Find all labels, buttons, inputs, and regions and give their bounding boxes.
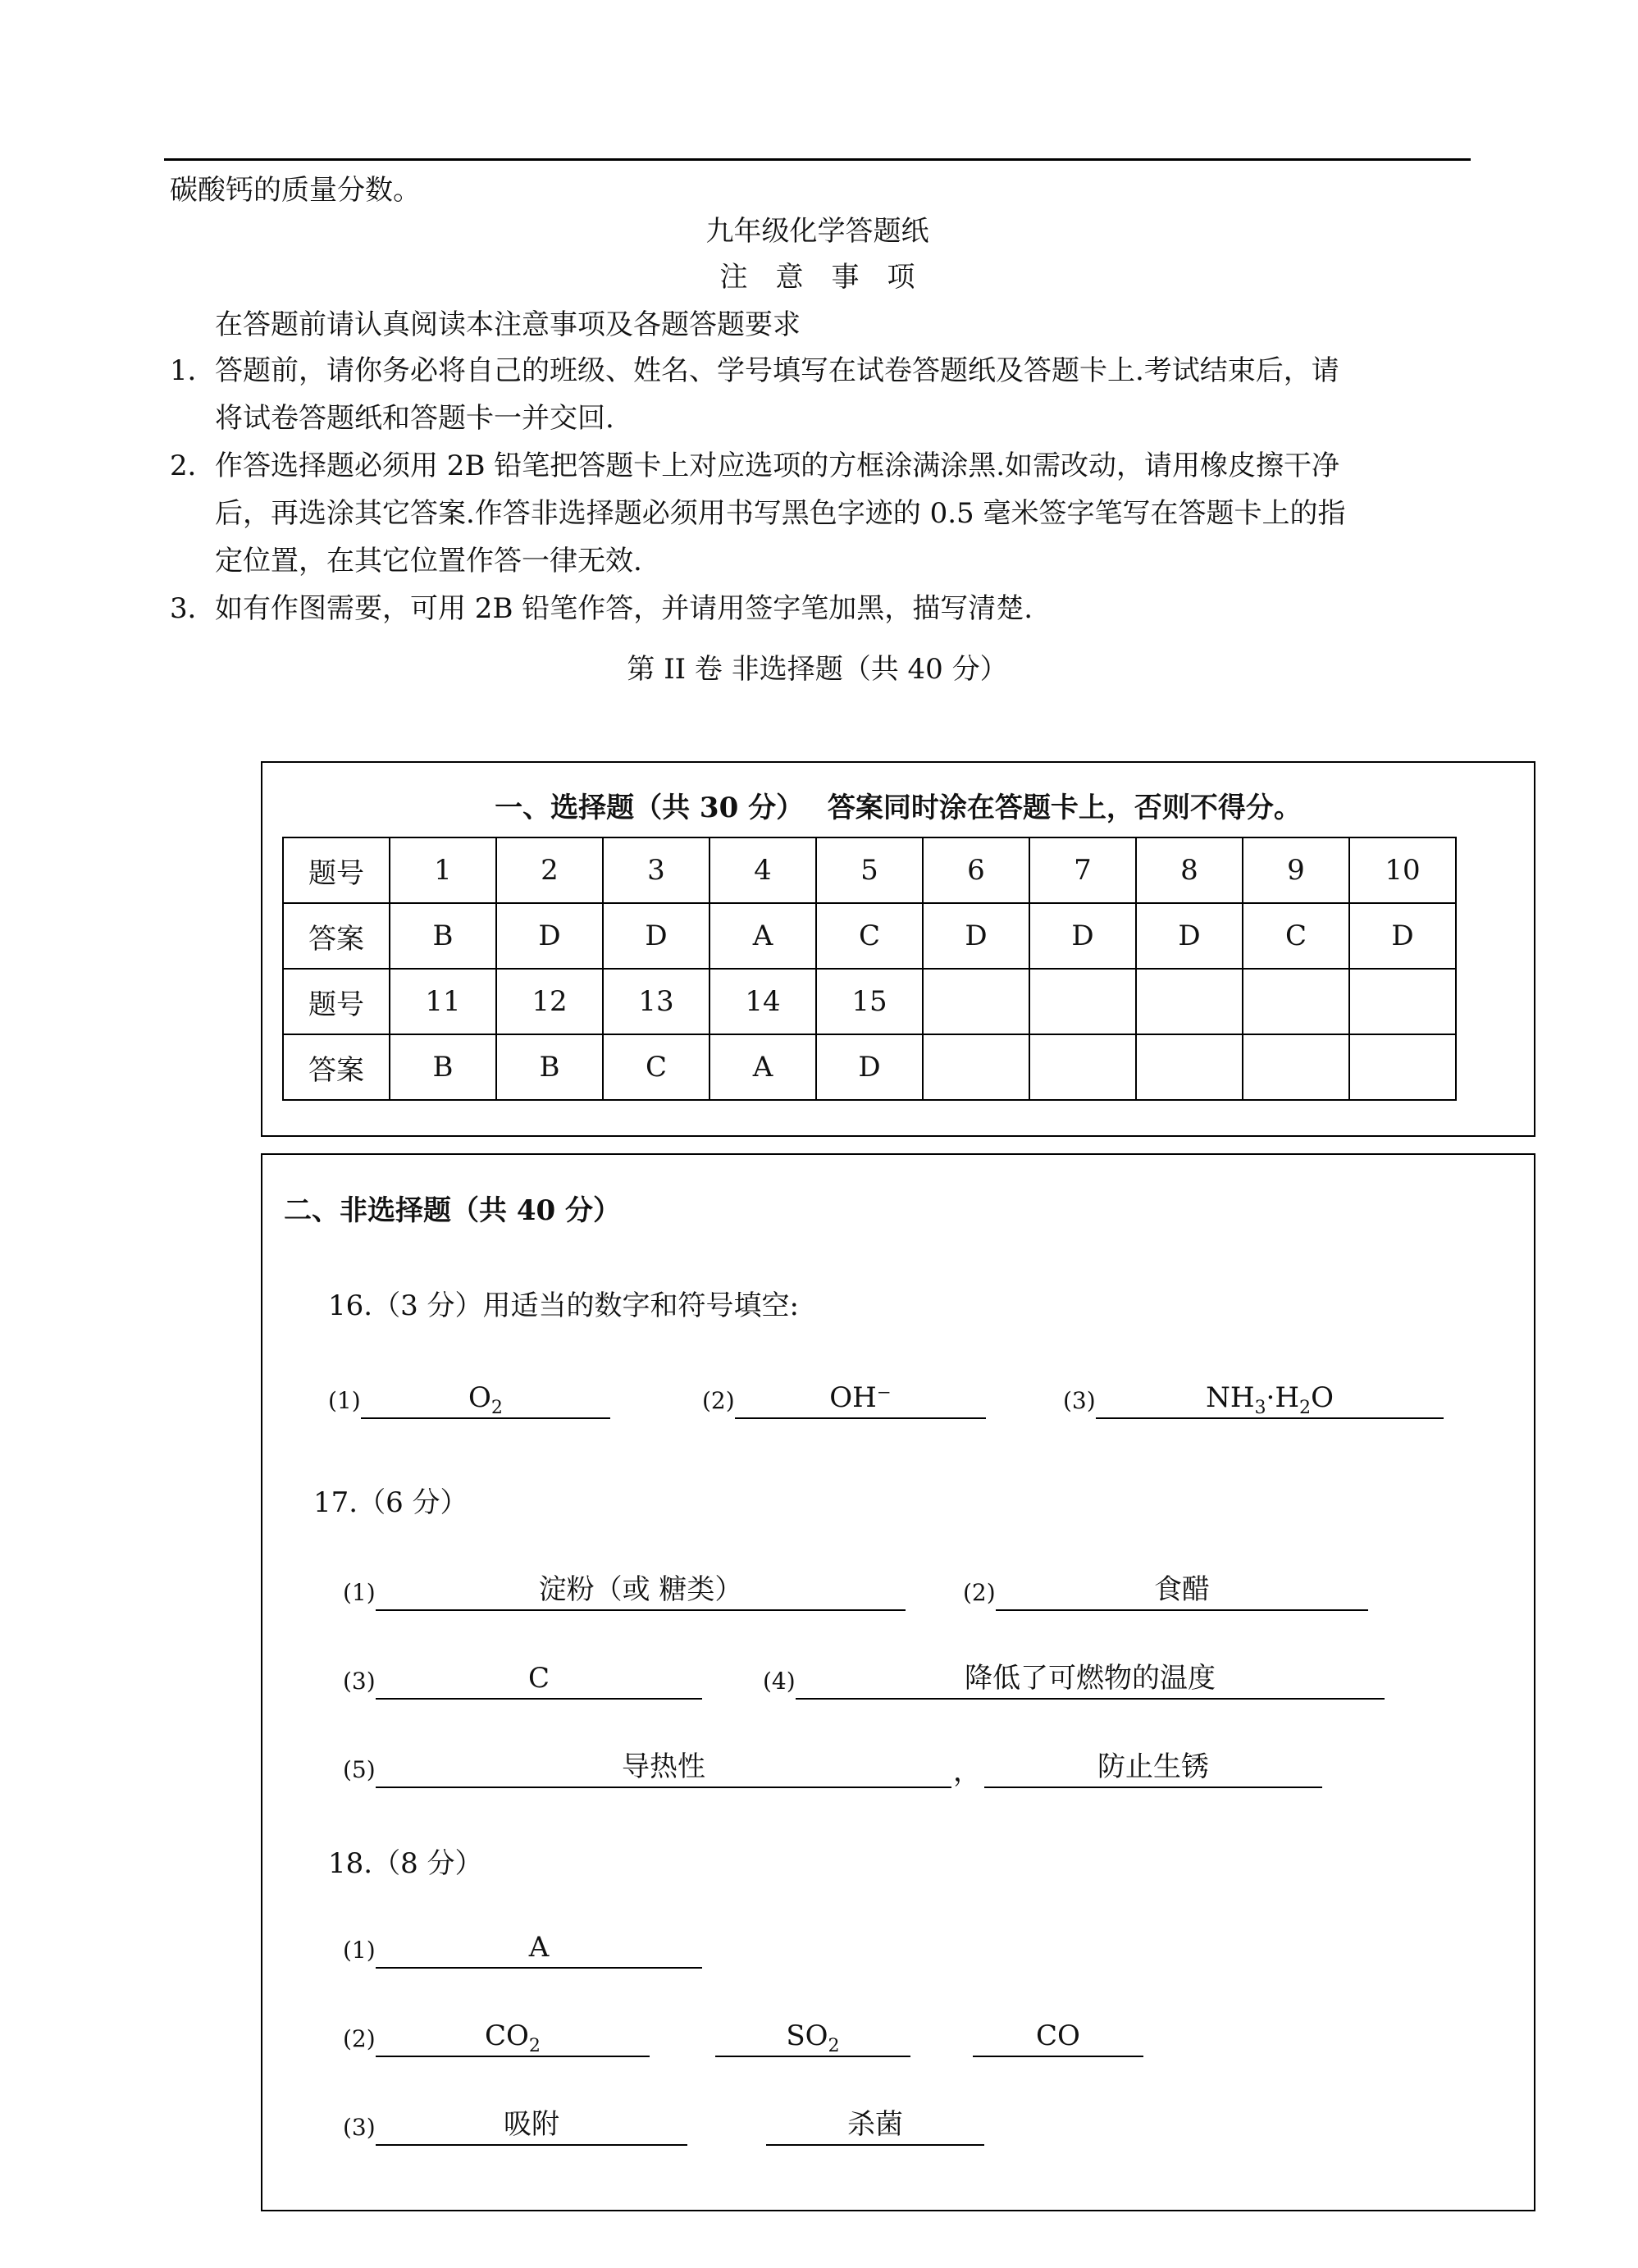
table-cell: [923, 969, 1029, 1034]
table-cell: [1136, 969, 1243, 1034]
table-cell: D: [1029, 903, 1136, 969]
choice-section-title: 一、选择题（共 30 分） 答案同时涂在答题卡上，否则不得分。: [495, 792, 1302, 824]
row-label: 答案: [283, 1034, 390, 1100]
table-cell: [1136, 1034, 1243, 1100]
table-cell: D: [1136, 903, 1243, 969]
table-cell: 10: [1349, 837, 1456, 903]
q18-answer-3b: 杀菌: [766, 2108, 984, 2146]
table-cell: B: [390, 903, 496, 969]
q18-answer-2c: CO: [973, 2019, 1143, 2057]
q16-label-2: (2): [702, 1387, 735, 1414]
q18-label-1: (1): [343, 1937, 376, 1964]
q17-answer-2: 食醋: [996, 1573, 1368, 1611]
table-cell: 9: [1243, 837, 1349, 903]
q17-answer-4: 降低了可燃物的温度: [796, 1662, 1385, 1700]
q17-answer-5b: 防止生锈: [984, 1750, 1322, 1788]
table-cell: 15: [816, 969, 923, 1034]
table-cell: D: [496, 903, 603, 969]
notice-number: 3．: [170, 592, 216, 625]
table-cell: [1243, 969, 1349, 1034]
q18-answer-3a: 吸附: [376, 2108, 687, 2146]
q18-title: 18.（8 分）: [328, 1847, 483, 1880]
q17-answer-1: 淀粉（或 糖类）: [376, 1573, 906, 1611]
table-cell: C: [603, 1034, 709, 1100]
notice-number: 1．: [170, 354, 216, 387]
q17-title: 17.（6 分）: [313, 1486, 468, 1519]
table-row: [283, 1034, 1456, 1100]
table-cell: D: [923, 903, 1029, 969]
notice-line: 答题前，请你务必将自己的班级、姓名、学号填写在试卷答题纸及答题卡上.考试结束后，请: [215, 354, 1339, 387]
q17-label-5: (5): [343, 1756, 376, 1783]
q17-answer-3: C: [376, 1662, 702, 1700]
table-cell: A: [709, 1034, 816, 1100]
table-cell: 8: [1136, 837, 1243, 903]
q16-label-3: (3): [1063, 1387, 1096, 1414]
table-cell: 6: [923, 837, 1029, 903]
table-cell: 2: [496, 837, 603, 903]
table-cell: D: [603, 903, 709, 969]
header-tail-text: 碳酸钙的质量分数。: [170, 174, 421, 207]
notice-line: 作答选择题必须用 2B 铅笔把答题卡上对应选项的方框涂满涂黑.如需改动，请用橡皮擦干净: [215, 449, 1340, 482]
table-cell: B: [390, 1034, 496, 1100]
table-cell: 13: [603, 969, 709, 1034]
table-row: [283, 903, 1456, 969]
table-cell: [1349, 969, 1456, 1034]
q16-title: 16.（3 分）用适当的数字和符号填空:: [328, 1289, 799, 1322]
table-cell: [1029, 969, 1136, 1034]
table-cell: [1029, 1034, 1136, 1100]
q17-answer-5a: 导热性: [376, 1750, 951, 1788]
notice-intro: 在答题前请认真阅读本注意事项及各题答题要求: [215, 308, 801, 341]
table-cell: C: [1243, 903, 1349, 969]
table-cell: C: [816, 903, 923, 969]
row-label: 答案: [283, 903, 390, 969]
notice-line: 将试卷答题纸和答题卡一并交回.: [215, 402, 614, 435]
q16-label-1: (1): [328, 1387, 361, 1414]
table-cell: [923, 1034, 1029, 1100]
row-label: 题号: [283, 837, 390, 903]
q18-label-2: (2): [343, 2025, 376, 2052]
non-choice-section-title: 二、非选择题（共 40 分）: [284, 1194, 621, 1227]
table-row: [283, 969, 1456, 1034]
table-cell: A: [709, 903, 816, 969]
table-cell: 14: [709, 969, 816, 1034]
top-rule: [164, 158, 1471, 161]
table-cell: 5: [816, 837, 923, 903]
notice-line: 如有作图需要，可用 2B 铅笔作答，并请用签字笔加黑，描写清楚.: [215, 592, 1033, 625]
table-cell: D: [1349, 903, 1456, 969]
table-cell: 7: [1029, 837, 1136, 903]
notice-title: 注 意 事 项: [719, 261, 915, 294]
q17-label-2: (2): [963, 1579, 996, 1606]
q18-answer-1: A: [376, 1931, 702, 1969]
sheet-title: 九年级化学答题纸: [705, 215, 929, 248]
table-cell: [1243, 1034, 1349, 1100]
q18-answer-2b: $SO_2$: [715, 2019, 910, 2057]
q16-answer-2: OH⁻: [735, 1381, 986, 1419]
table-cell: [1349, 1034, 1456, 1100]
table-cell: D: [816, 1034, 923, 1100]
comma: ，: [953, 1755, 981, 1788]
part2-title: 第 II 卷 非选择题（共 40 分）: [627, 653, 1008, 686]
notice-number: 2．: [170, 449, 216, 482]
row-label: 题号: [283, 969, 390, 1034]
table-cell: 4: [709, 837, 816, 903]
q17-label-3: (3): [343, 1668, 376, 1695]
table-cell: 11: [390, 969, 496, 1034]
answer-table: [282, 837, 1457, 1101]
q18-answer-2a: $CO_2$: [376, 2019, 650, 2057]
table-cell: 1: [390, 837, 496, 903]
q18-label-3: (3): [343, 2114, 376, 2141]
table-cell: 12: [496, 969, 603, 1034]
table-cell: 3: [603, 837, 709, 903]
table-row: [283, 837, 1456, 903]
table-cell: B: [496, 1034, 603, 1100]
q16-answer-3: $NH_3\cdot H_2O$: [1096, 1381, 1444, 1419]
q16-answer-1: $O_2$: [361, 1381, 610, 1419]
q17-label-4: (4): [763, 1668, 796, 1695]
notice-line: 后，再选涂其它答案.作答非选择题必须用书写黑色字迹的 0.5 毫米签字笔写在答题卡上的指: [215, 497, 1346, 530]
notice-line: 定位置，在其它位置作答一律无效.: [215, 545, 642, 577]
q17-label-1: (1): [343, 1579, 376, 1606]
